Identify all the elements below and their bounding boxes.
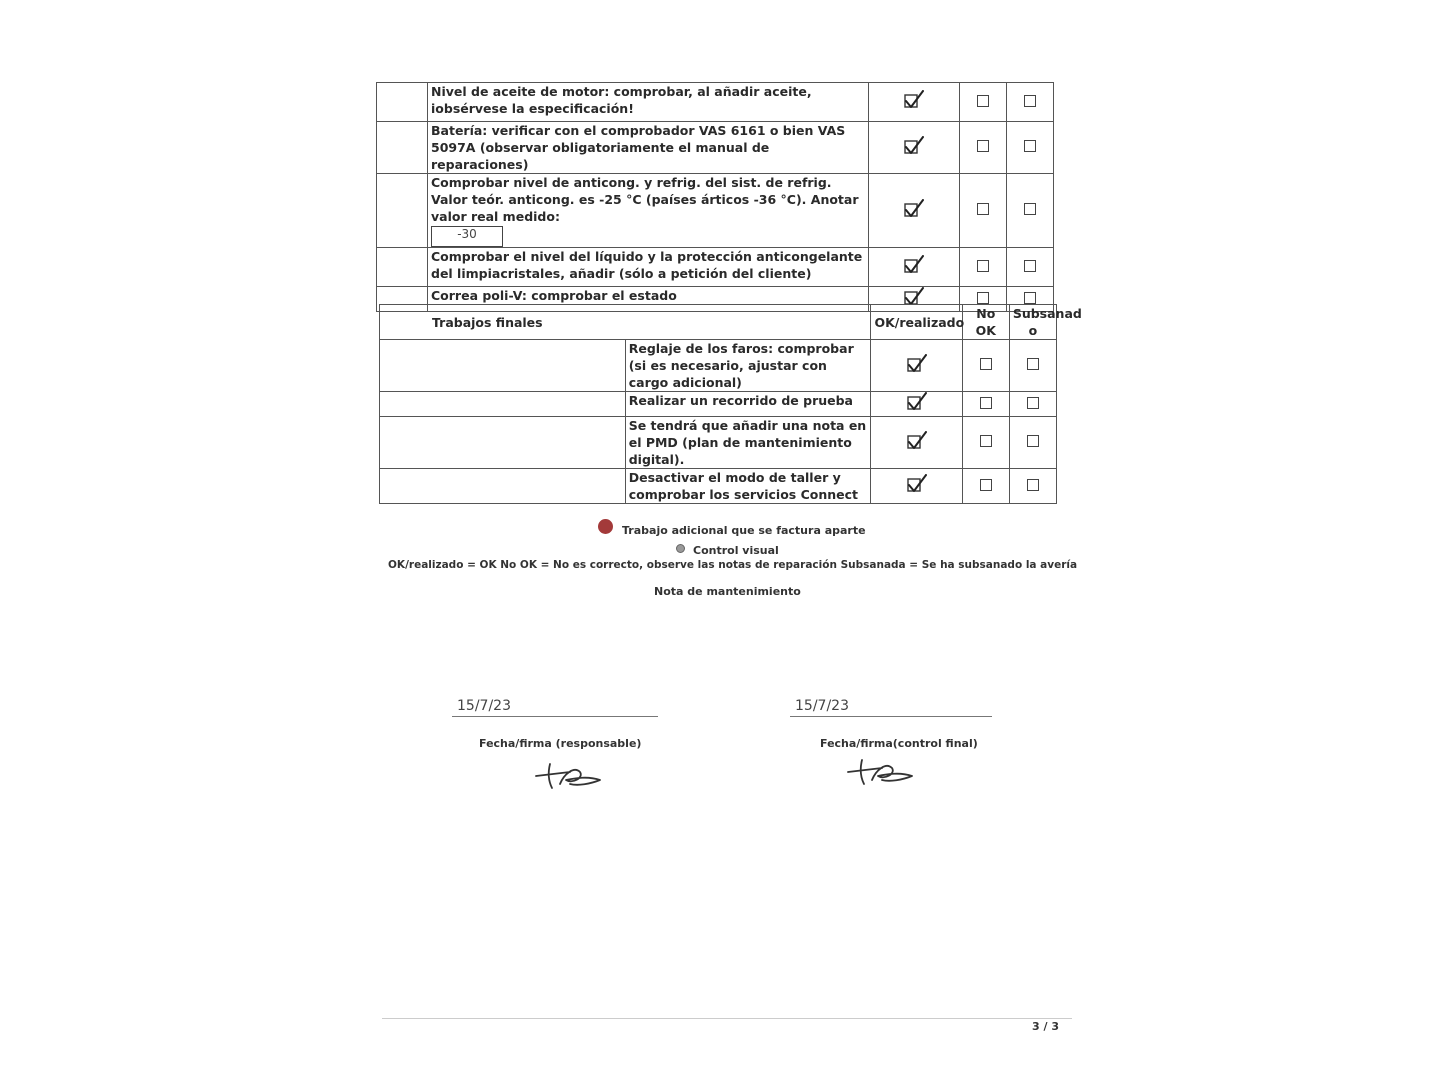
checkmark-icon xyxy=(902,255,926,275)
footer-divider xyxy=(382,1018,1072,1019)
table-header-row xyxy=(380,305,1057,340)
handwritten-signature-icon xyxy=(842,754,922,790)
row-description: Comprobar el nivel del líquido y la protección anticongelante del limpiacristales, añadir (sólo a petición del cliente) xyxy=(428,248,869,287)
row-description: Realizar un recorrido de prueba xyxy=(625,392,871,417)
signature-line-responsible xyxy=(452,716,658,717)
table-row xyxy=(380,469,1057,504)
handwritten-signature-icon xyxy=(530,758,610,794)
checklist-table-1 xyxy=(376,82,1054,312)
row-description: Batería: verificar con el comprobador VAS 6161 o bien VAS 5097A (observar obligatoriamente el manual de reparaciones) xyxy=(428,122,869,174)
table-row xyxy=(380,392,1057,417)
checkmark-icon xyxy=(905,392,929,412)
column-header-ok: OK/realizado xyxy=(871,305,962,340)
date-final-control: 15/7/23 xyxy=(795,698,849,714)
table-row xyxy=(380,340,1057,392)
checkbox-no-ok[interactable] xyxy=(980,397,992,409)
checkbox-no-ok[interactable] xyxy=(980,358,992,370)
signature-line-final-control xyxy=(790,716,992,717)
checkbox-subsanado[interactable] xyxy=(1024,260,1036,272)
checkmark-icon xyxy=(902,136,926,156)
row-description: Desactivar el modo de taller y comprobar los servicios Connect xyxy=(625,469,871,504)
checkbox-subsanado[interactable] xyxy=(1024,292,1036,304)
measured-value-field[interactable]: -30 xyxy=(431,226,503,247)
signature-label-final-control: Fecha/firma(control final) xyxy=(820,737,978,750)
page-number: 3 / 3 xyxy=(1032,1020,1059,1033)
checkbox-no-ok[interactable] xyxy=(977,260,989,272)
checkbox-subsanado[interactable] xyxy=(1024,95,1036,107)
checkbox-subsanado[interactable] xyxy=(1027,479,1039,491)
row-description: Comprobar nivel de anticong. y refrig. del sist. de refrig. Valor teór. anticong. es -25 °C (países árticos -36 °C). Anotar valor real medido: xyxy=(431,175,859,224)
legend-visual: Control visual xyxy=(693,544,779,557)
column-header-subsanado: Subsanad o xyxy=(1009,305,1056,340)
visual-control-dot-icon xyxy=(676,544,685,553)
checkbox-no-ok[interactable] xyxy=(977,140,989,152)
checkbox-subsanado[interactable] xyxy=(1027,435,1039,447)
legend-meaning: OK/realizado = OK No OK = No es correcto, observe las notas de reparación Subsanada = Se ha subsanado la avería xyxy=(388,559,1078,571)
checkbox-no-ok[interactable] xyxy=(977,95,989,107)
row-description: Se tendrá que añadir una nota en el PMD (plan de mantenimiento digital). xyxy=(625,417,871,469)
row-description: Nivel de aceite de motor: comprobar, al añadir aceite, iobsérvese la especificación! xyxy=(428,83,869,122)
row-description: Reglaje de los faros: comprobar (si es necesario, ajustar con cargo adicional) xyxy=(625,340,871,392)
table-row xyxy=(380,417,1057,469)
checkbox-subsanado[interactable] xyxy=(1024,203,1036,215)
legend-additional: Trabajo adicional que se factura aparte xyxy=(622,524,866,537)
checkmark-icon xyxy=(902,90,926,110)
checkbox-subsanado[interactable] xyxy=(1024,140,1036,152)
additional-work-dot-icon xyxy=(598,519,613,534)
checklist-table-2 xyxy=(379,304,1082,504)
checkmark-icon xyxy=(905,474,929,494)
checkbox-subsanado[interactable] xyxy=(1027,358,1039,370)
checkbox-no-ok[interactable] xyxy=(980,435,992,447)
checkmark-icon xyxy=(905,431,929,451)
checkbox-no-ok[interactable] xyxy=(977,292,989,304)
checkbox-no-ok[interactable] xyxy=(980,479,992,491)
signature-label-responsible: Fecha/firma (responsable) xyxy=(479,737,642,750)
table-row xyxy=(377,248,1054,287)
table-row xyxy=(377,122,1054,174)
maintenance-note-title: Nota de mantenimiento xyxy=(654,585,801,598)
row-description: Correa poli-V: comprobar el estado xyxy=(428,287,869,312)
date-responsible: 15/7/23 xyxy=(457,698,511,714)
checkbox-subsanado[interactable] xyxy=(1027,397,1039,409)
section-title: Trabajos finales xyxy=(380,305,871,340)
table-row xyxy=(377,174,1054,248)
checkbox-no-ok[interactable] xyxy=(977,203,989,215)
checkmark-icon xyxy=(902,199,926,219)
table-row xyxy=(377,83,1054,122)
checkmark-icon xyxy=(905,354,929,374)
column-header-no-ok: No OK xyxy=(962,305,1009,340)
